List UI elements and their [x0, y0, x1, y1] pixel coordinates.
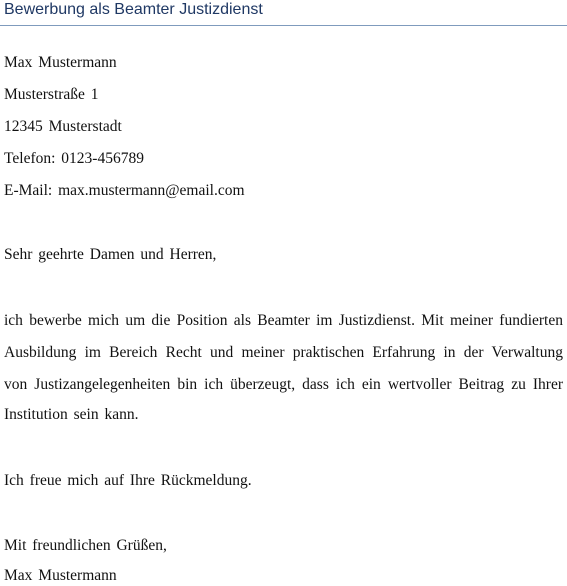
body-line-2: Ausbildung im Bereich Recht und meiner praktischen Erfahrung in der Verwaltung — [4, 344, 563, 361]
sender-phone: Telefon: 0123-456789 — [4, 150, 144, 167]
sign-off: Mit freundlichen Grüßen, — [4, 537, 167, 554]
salutation: Sehr geehrte Damen und Herren, — [4, 246, 217, 263]
body-line-1: ich bewerbe mich um die Position als Beamter im Justizdienst. Mit meiner fundierten — [4, 312, 563, 329]
sender-street: Musterstraße 1 — [4, 86, 99, 103]
body-line-3: von Justizangelegenheiten bin ich überzeugt, dass ich ein wertvoller Beitrag zu Ihrer — [4, 376, 563, 393]
closing-paragraph: Ich freue mich auf Ihre Rückmeldung. — [4, 472, 252, 489]
document-title: Bewerbung als Beamter Justizdienst — [4, 1, 263, 18]
sender-name: Max Mustermann — [4, 54, 117, 71]
title-divider — [0, 25, 567, 26]
signature-name: Max Mustermann — [4, 567, 117, 584]
sender-email: E-Mail: max.mustermann@email.com — [4, 182, 245, 199]
sender-city: 12345 Musterstadt — [4, 118, 122, 135]
body-line-4: Institution sein kann. — [4, 406, 139, 423]
